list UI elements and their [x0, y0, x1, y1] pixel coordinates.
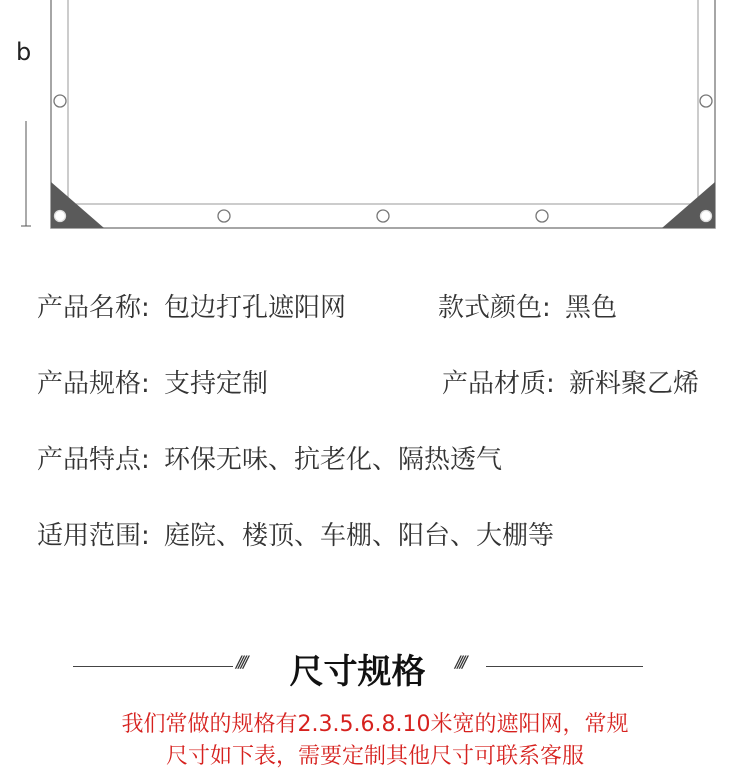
section-title: 尺寸规格: [289, 652, 426, 692]
shade-net-diagram: [0, 0, 750, 240]
net-frame-inner: [68, 0, 698, 204]
spec-value: 新料聚乙烯: [569, 369, 700, 399]
slash-decoration-right: ////: [455, 652, 465, 671]
spec-label: 产品材质:: [442, 369, 555, 399]
slash-decoration-left: ////: [236, 652, 246, 671]
grommet: [536, 210, 548, 222]
divider-line-right: [486, 666, 643, 667]
size-note-line-1: 我们常做的规格有2.3.5.6.8.10米宽的遮阳网，常规: [121, 712, 629, 737]
spec-scope: [37, 523, 554, 549]
grommet: [218, 210, 230, 222]
spec-label: 款式颜色:: [438, 293, 551, 323]
size-note-line-2: 尺寸如下表，需要定制其他尺寸可联系客服: [165, 744, 584, 769]
dimension-label: b: [16, 38, 32, 66]
divider-line-left: [73, 666, 233, 667]
section-header: [0, 640, 750, 700]
spec-value: 庭院、楼顶、车棚、阳台、大棚等: [164, 521, 555, 551]
spec-size: [37, 371, 268, 397]
spec-label: 产品名称:: [37, 293, 150, 323]
spec-product-name: [37, 295, 346, 321]
net-frame-outer: [51, 0, 715, 228]
spec-label: 产品规格:: [37, 369, 150, 399]
spec-color: [438, 295, 617, 321]
spec-features: [37, 447, 502, 473]
spec-value: 黑色: [565, 293, 618, 323]
spec-value: 包边打孔遮阳网: [164, 293, 347, 323]
spec-value: 支持定制: [164, 369, 269, 399]
grommet: [701, 211, 712, 222]
spec-material: [442, 371, 699, 397]
spec-label: 适用范围:: [37, 521, 150, 551]
grommet: [54, 95, 66, 107]
grommet: [55, 211, 66, 222]
spec-value: 环保无味、抗老化、隔热透气: [164, 445, 503, 475]
spec-label: 产品特点:: [37, 445, 150, 475]
grommet: [700, 95, 712, 107]
grommet: [377, 210, 389, 222]
